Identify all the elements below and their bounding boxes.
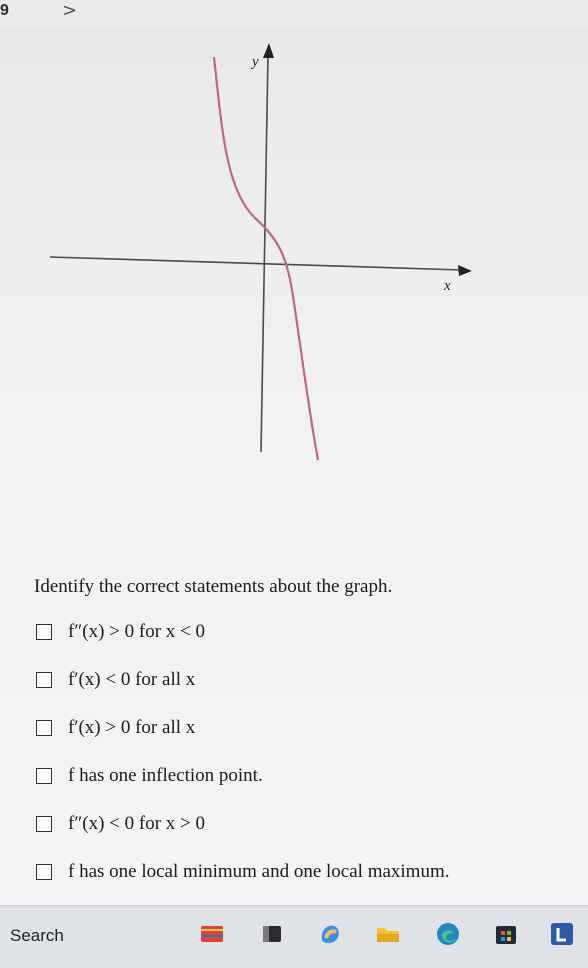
chevron-right-icon[interactable]: > [62, 0, 78, 21]
function-graph [0, 30, 588, 500]
x-axis-arrow-icon [458, 265, 472, 276]
x-axis [50, 257, 462, 270]
option-6[interactable] [36, 848, 450, 896]
option-label: f′(x) < 0 for all x [68, 669, 196, 690]
taskbar [0, 905, 588, 968]
checkbox[interactable] [36, 864, 52, 880]
option-label: f′(x) > 0 for all x [68, 717, 196, 738]
option-1[interactable] [36, 608, 450, 656]
option-label: f has one inflection point. [68, 765, 263, 786]
y-axis [261, 55, 268, 452]
store-icon[interactable] [492, 920, 520, 948]
option-3[interactable] [36, 704, 450, 752]
book-app-icon[interactable] [198, 920, 226, 948]
answer-options [36, 608, 450, 896]
checkbox[interactable] [36, 672, 52, 688]
checkbox[interactable] [36, 768, 52, 784]
option-label: f″(x) < 0 for x > 0 [68, 813, 205, 834]
checkbox[interactable] [36, 816, 52, 832]
top-bar [0, 0, 588, 31]
taskbar-search[interactable] [0, 914, 210, 958]
option-5[interactable] [36, 800, 450, 848]
question-number: 9 [0, 2, 9, 19]
search-label: Search [10, 926, 64, 945]
option-2[interactable] [36, 656, 450, 704]
edge-browser-icon[interactable] [434, 920, 462, 948]
checkbox[interactable] [36, 720, 52, 736]
l-app-icon[interactable] [548, 920, 576, 948]
y-axis-arrow-icon [263, 43, 274, 58]
checkbox[interactable] [36, 624, 52, 640]
window-app-icon[interactable] [258, 920, 286, 948]
y-axis-label: y [252, 54, 259, 70]
question-prompt: Identify the correct statements about the graph. [34, 576, 393, 597]
function-curve [214, 57, 318, 460]
option-label: f″(x) > 0 for x < 0 [68, 621, 205, 642]
file-explorer-icon[interactable] [374, 920, 402, 948]
option-label: f has one local minimum and one local maximum. [68, 861, 450, 882]
copilot-icon[interactable] [316, 920, 344, 948]
option-4[interactable] [36, 752, 450, 800]
x-axis-label: x [444, 278, 451, 294]
